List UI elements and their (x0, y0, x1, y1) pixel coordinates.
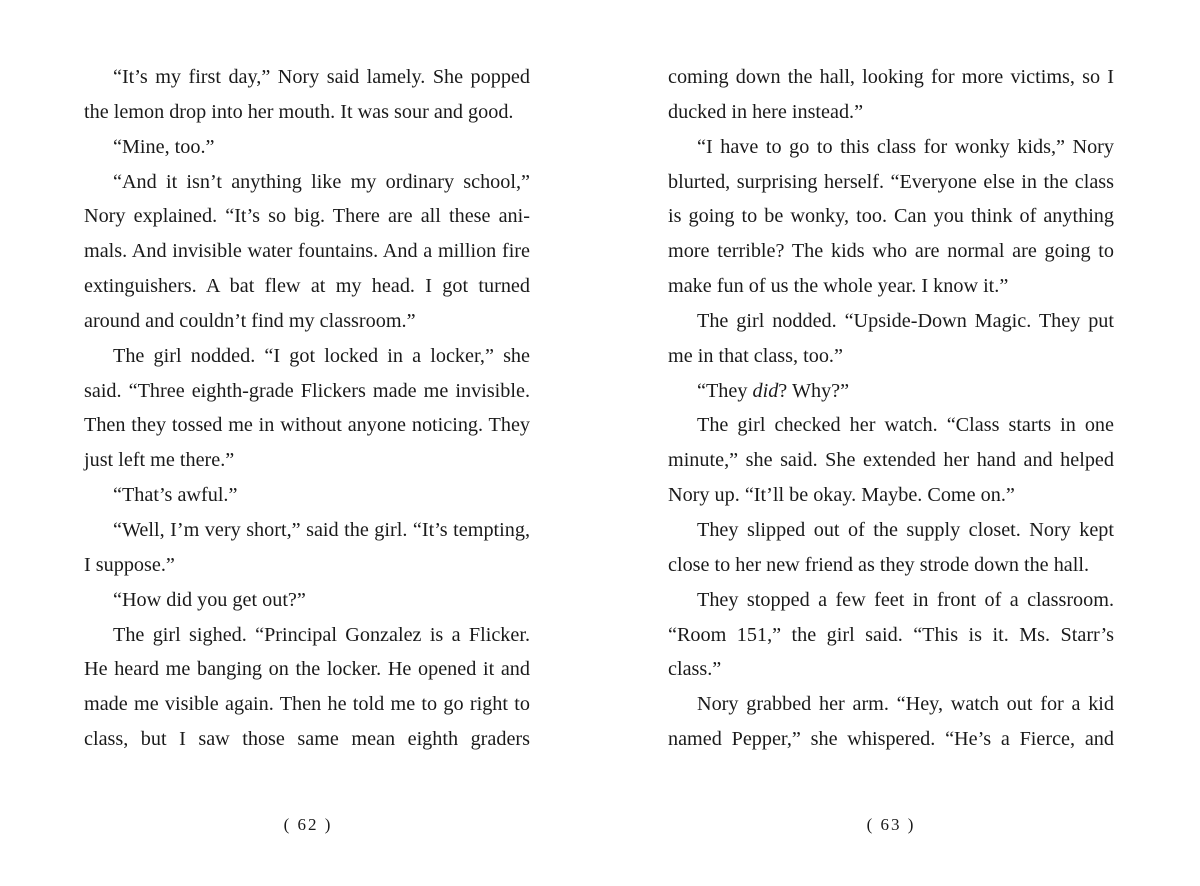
paragraph: “It’s my first day,” Nory said lamely. She popped the lemon drop into her mouth. It was sour and good. (84, 66, 530, 123)
page-number: ( 63 ) (866, 815, 916, 834)
paragraph: “And it isn’t anything like my ordinary school,” Nory explained. “It’s so big. There are all these animals. And invisible water fountains. And a million fire extinguishers. A bat flew at my head. I got turned around and couldn’t find my classroom.” (84, 170, 530, 332)
page-number: ( 62 ) (283, 815, 333, 834)
paragraph: The girl checked her watch. “Class starts in one minute,” she said. She extended her hand and helped Nory up. “It’ll be okay. Maybe. Come on.” (668, 414, 1114, 507)
paragraph (668, 374, 1114, 409)
paragraph: They slipped out of the supply closet. Nory kept close to her new friend as they strode down the hall. (668, 518, 1114, 576)
paragraph: Nory grabbed her arm. “Hey, watch out for a kid named Pepper,” she whispered. “He’s a Fierce, and (668, 693, 1114, 751)
paragraph: They stopped a few feet in front of a classroom. “Room 151,” the girl said. “This is it. Ms. Starr’s class.” (668, 588, 1114, 681)
paragraph: “That’s awful.” (113, 484, 238, 507)
left-page (84, 60, 530, 757)
paragraph: The girl nodded. “I got locked in a locker,” she said. “Three eighth-grade Flickers made me invisible. Then they tossed me in without anyone noticing. They just left me there.” (84, 344, 530, 472)
right-page (668, 60, 1114, 757)
paragraph: “Mine, too.” (113, 135, 215, 158)
emphasis-text: did (752, 379, 779, 402)
paragraph-continued: coming down the hall, looking for more victims, so I ducked in here instead.” (668, 66, 1114, 123)
text-run: “They (697, 379, 753, 402)
paragraph: “I have to go to this class for wonky kids,” Nory blurted, surprising herself. “Everyone else in the class is going to be wonky, too. Can you think of anything more terrible? The kids who are normal are going to make fun of us the whole year. I know it.” (668, 135, 1114, 298)
paragraph: The girl sighed. “Principal Gonzalez is a Flicker. He heard me banging on the locker. He opened it and made me visible again. Then he told me to go right to class, but I saw those same mean eighth graders (84, 623, 530, 751)
paragraph: “Well, I’m very short,” said the girl. “It’s tempting, I suppose.” (84, 518, 530, 576)
paragraph: “How did you get out?” (113, 588, 306, 611)
paragraph: The girl nodded. “Upside-Down Magic. They put me in that class, too.” (668, 309, 1114, 367)
text-run: ? Why?” (778, 379, 850, 402)
